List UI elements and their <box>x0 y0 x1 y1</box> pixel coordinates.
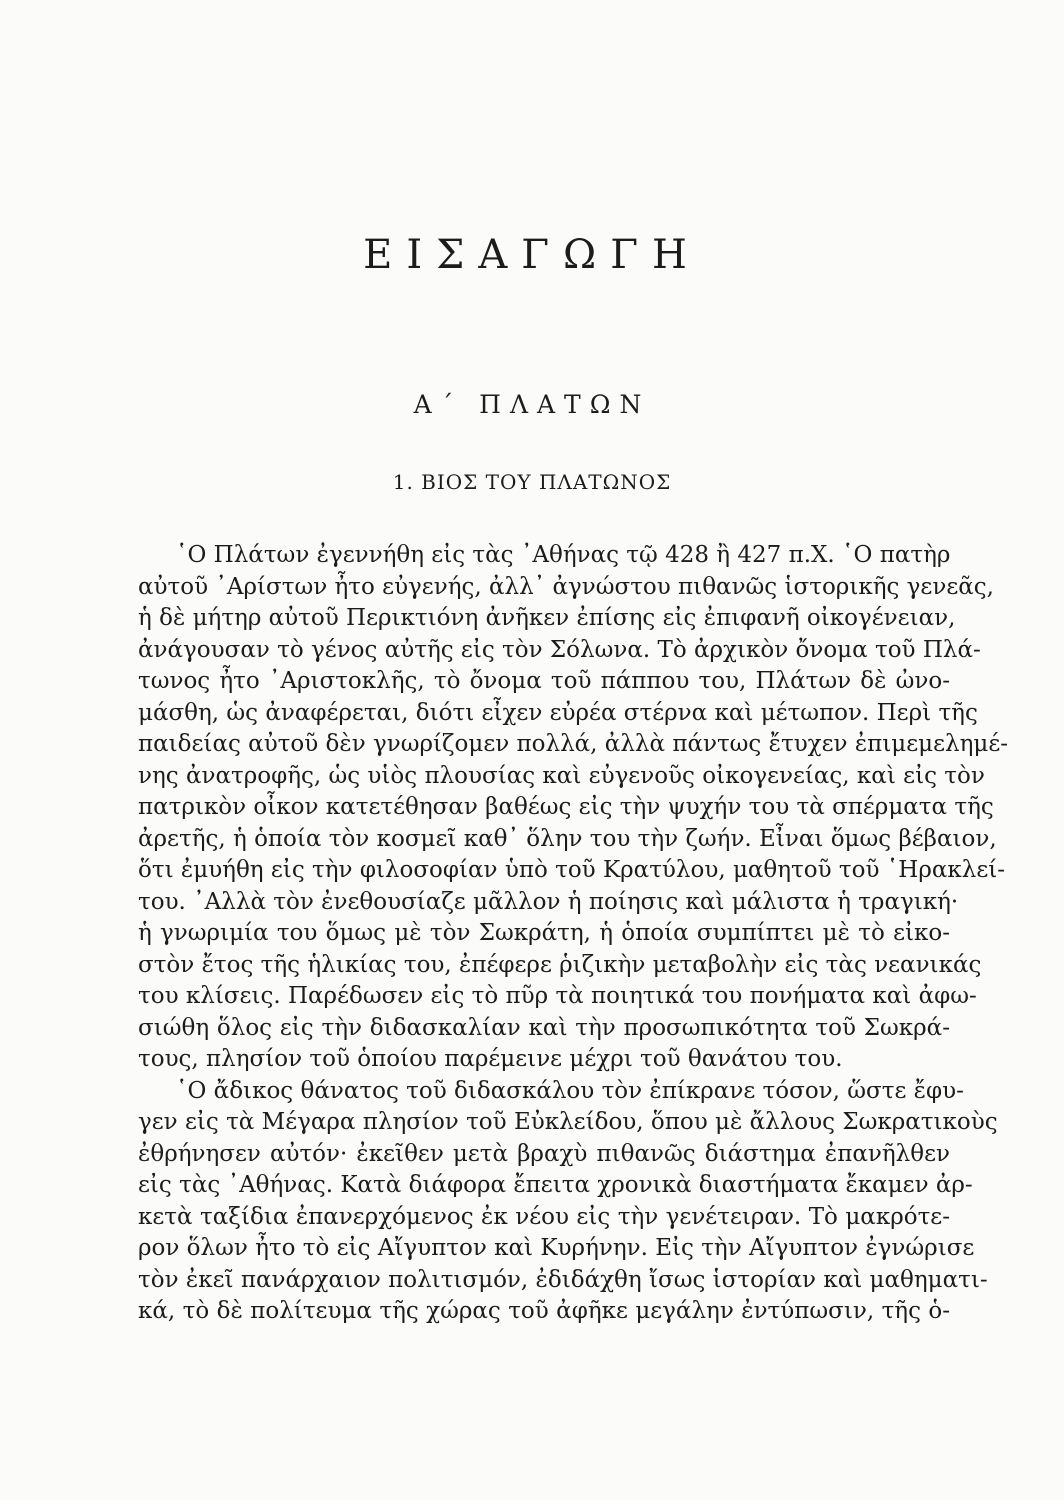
text-line: τωνος ἦτο ᾿Αριστοκλῆς, τὸ ὄνομα τοῦ πάππου του, Πλάτων δὲ ὠνο- <box>138 668 950 694</box>
body-text <box>138 540 1009 1328</box>
text-line: αὐτοῦ ᾿Αρίστων ἦτο εὐγενής, ἀλλ᾿ ἀγνώστου πιθανῶς ἱστορικῆς γενεᾶς, <box>138 573 994 600</box>
text-line: πατρικὸν οἶκον κατετέθησαν βαθέως εἰς τὴν ψυχήν του τὰ σπέρματα τῆς <box>138 794 994 820</box>
text-line: ἡ δὲ μήτηρ αὐτοῦ Περικτιόνη ἀνῆκεν ἐπίσης εἰς ἐπιφανῆ οἰκογένειαν, <box>138 605 956 631</box>
text-line: ἀρετῆς, ἡ ὁποία τὸν κοσμεῖ καθ᾿ ὅλην του τὴν ζωήν. Εἶναι ὅμως βέβαιον, <box>138 825 997 852</box>
chapter-title: ΕΙΣΑΓΩΓΗ <box>363 232 701 278</box>
text-line: τὸν ἐκεῖ πανάρχαιον πολιτισμόν, ἐδιδάχθη ἴσως ἱστορίαν καὶ μαθηματι- <box>138 1266 988 1293</box>
text-line: σιώθη ὅλος εἰς τὴν διδασκαλίαν καὶ τὴν προσωπικότητα τοῦ Σωκρά- <box>138 1014 950 1041</box>
text-line: ἡ γνωριμία του ὅμως μὲ τὸν Σωκράτη, ἡ ὁποία συμπίπτει μὲ τὸ εἰκο- <box>138 920 950 946</box>
text-line: στὸν ἔτος τῆς ἡλικίας του, ἐπέφερε ῥιζικὴν μεταβολὴν εἰς τὰς νεανικάς <box>138 951 982 978</box>
section-title: 1. ΒΙΟΣ ΤΟΥ ΠΛΑΤΩΝΟΣ <box>392 470 672 494</box>
text-line: τους, πλησίον τοῦ ὁποίου παρέμεινε μέχρι τοῦ θανάτου του. <box>138 1046 843 1072</box>
text-line: ὅτι ἐμυήθη εἰς τὴν φιλοσοφίαν ὑπὸ τοῦ Κρατύλου, μαθητοῦ τοῦ ῾Ηρακλεί- <box>138 857 1006 883</box>
text-line: του. ᾿Αλλὰ τὸν ἐνεθουσίαζε μᾶλλον ἡ ποίησις καὶ μάλιστα ἡ τραγική· <box>138 888 959 915</box>
text-line: του κλίσεις. Παρέδωσεν εἰς τὸ πῦρ τὰ ποιητικά του πονήματα καὶ ἀφω- <box>138 983 977 1009</box>
text-line: μάσθη, ὡς ἀναφέρεται, διότι εἶχεν εὐρέα στέρνα καὶ μέτωπον. Περὶ τῆς <box>138 699 978 726</box>
paragraph-2 <box>138 1076 998 1328</box>
text-line: παιδείας αὐτοῦ δὲν γνωρίζομεν πολλά, ἀλλὰ πάντως ἔτυχεν ἐπιμεμελημέ- <box>138 731 1009 757</box>
text-line: εἰς τὰς ᾿Αθήνας. Κατὰ διάφορα ἔπειτα χρονικὰ διαστήματα ἔκαμεν ἀρ- <box>138 1172 973 1198</box>
text-line: ἀνάγουσαν τὸ γένος αὐτῆς εἰς τὸν Σόλωνα. Τὸ ἀρχικὸν ὄνομα τοῦ Πλά- <box>138 636 981 663</box>
text-line: γεν εἰς τὰ Μέγαρα πλησίον τοῦ Εὐκλείδου, ὅπου μὲ ἄλλους Σωκρατικοὺς <box>138 1109 998 1135</box>
text-line: νης ἀνατροφῆς, ὡς υἱὸς πλουσίας καὶ εὐγενοῦς οἰκογενείας, καὶ εἰς τὸν <box>138 762 985 789</box>
part-title: Α΄ ΠΛΑΤΩΝ <box>413 390 651 419</box>
text-line: κά, τὸ δὲ πολίτευμα τῆς χώρας τοῦ ἀφῆκε μεγάλην ἐντύπωσιν, τῆς ὁ- <box>138 1298 950 1324</box>
text-line: ῾Ο ἄδικος θάνατος τοῦ διδασκάλου τὸν ἐπίκρανε τόσον, ὥστε ἔφυ- <box>176 1077 964 1104</box>
text-line: ῾Ο Πλάτων ἐγεννήθη εἰς τὰς ᾿Αθήνας τῷ 428 ἢ 427 π.Χ. ῾Ο πατὴρ <box>176 542 951 568</box>
paragraph-1 <box>138 540 1009 1076</box>
text-line: κετὰ ταξίδια ἐπανερχόμενος ἐκ νέου εἰς τὴν γενέτειραν. Τὸ μακρότε- <box>138 1203 950 1230</box>
text-line: ρον ὅλων ἦτο τὸ εἰς Αἴγυπτον καὶ Κυρήνην. Εἰς τὴν Αἴγυπτον ἐγνώρισε <box>138 1235 975 1261</box>
text-line: ἐθρήνησεν αὐτόν· ἐκεῖθεν μετὰ βραχὺ πιθανῶς διάστημα ἐπανῆλθεν <box>138 1140 950 1167</box>
